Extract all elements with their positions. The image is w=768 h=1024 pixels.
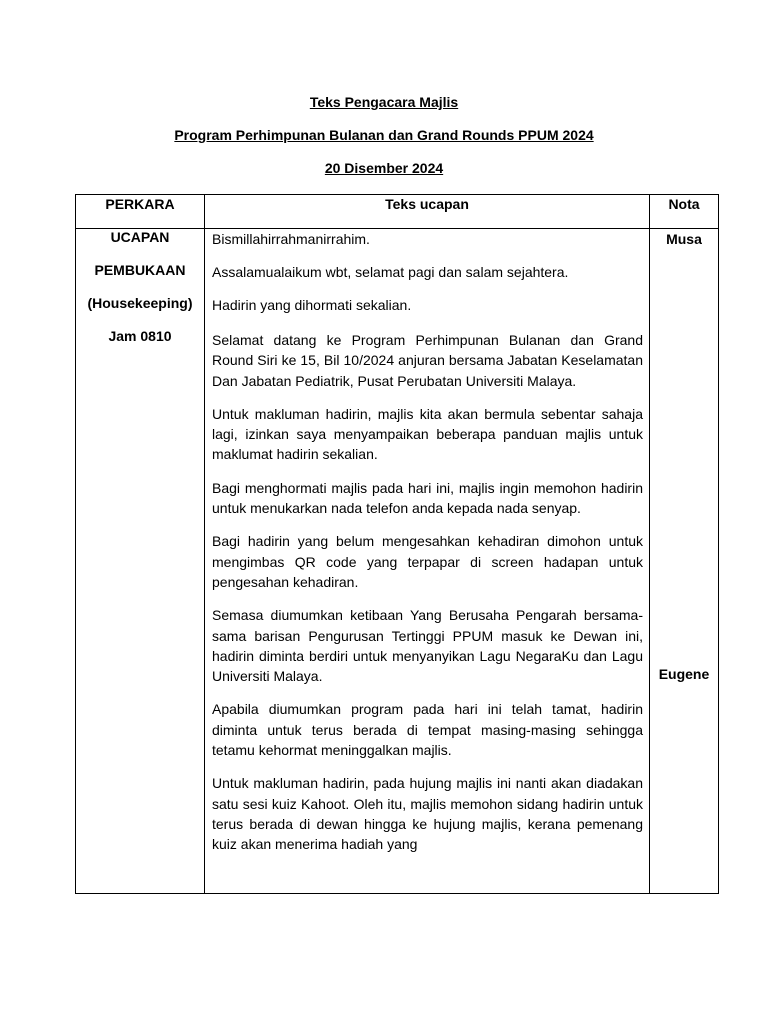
program-title: Program Perhimpunan Bulanan dan Grand Rounds PPUM 2024 bbox=[174, 127, 594, 143]
perkara-line: UCAPAN bbox=[110, 229, 170, 245]
speech-paragraph: Hadirin yang dihormati sekalian. bbox=[212, 297, 412, 313]
header-perkara: PERKARA bbox=[76, 195, 205, 229]
speech-paragraph: Bagi hadirin yang belum mengesahkan kehadiran dimohon untuk mengimbas QR code yang terpapar di screen hadapan untuk pengesahan kehadiran. bbox=[212, 533, 643, 590]
perkara-line: (Housekeeping) bbox=[87, 295, 193, 311]
speech-paragraph: Semasa diumumkan ketibaan Yang Berusaha Pengarah bersama-sama barisan Pengurusan Tertinggi PPUM masuk ke Dewan ini, hadirin diminta berdiri untuk menyanyikan Lagu NegaraKu dan Lagu Universiti Malaya. bbox=[212, 607, 643, 685]
nota-cell bbox=[650, 229, 719, 894]
perkara-cell bbox=[76, 229, 205, 894]
nota-speaker: Musa bbox=[666, 231, 702, 247]
script-table bbox=[75, 194, 719, 894]
perkara-line: PEMBUKAAN bbox=[94, 262, 186, 278]
speech-paragraph: Untuk makluman hadirin, pada hujung majlis ini nanti akan diadakan satu sesi kuiz Kahoot. Oleh itu, majlis memohon sidang hadirin untuk terus berada di dewan hingga ke hujung majlis, kerana pemenang kuiz akan menerima hadiah yang bbox=[212, 775, 643, 853]
speech-paragraph: Bagi menghormati majlis pada hari ini, majlis ingin memohon hadirin untuk menukarkan nada telefon anda kepada nada senyap. bbox=[212, 479, 643, 517]
nota-speaker: Eugene bbox=[658, 666, 710, 682]
speech-paragraph: Untuk makluman hadirin, majlis kita akan bermula sebentar sahaja lagi, izinkan saya menyampaikan beberapa panduan majlis untuk maklumat hadirin sekalian. bbox=[212, 405, 643, 463]
event-date: 20 Disember 2024 bbox=[324, 160, 444, 176]
speech-paragraph: Assalamualaikum wbt, selamat pagi dan salam sejahtera. bbox=[212, 264, 569, 280]
header-teks-ucapan: Teks ucapan bbox=[205, 195, 650, 229]
speech-paragraph: Apabila diumumkan program pada hari ini telah tamat, hadirin diminta untuk terus berada di tempat masing-masing sehingga tetamu kehormat meninggalkan majlis. bbox=[212, 701, 643, 759]
perkara-time: Jam 0810 bbox=[108, 328, 172, 344]
header-nota: Nota bbox=[650, 195, 719, 229]
speech-paragraph: Selamat datang ke Program Perhimpunan Bulanan dan Grand Round Siri ke 15, Bil 10/2024 anjuran bersama Jabatan Keselamatan Dan Jabatan Pediatrik, Pusat Perubatan Universiti Malaya. bbox=[212, 332, 643, 389]
document-title: Teks Pengacara Majlis bbox=[309, 94, 459, 110]
speech-paragraph: Bismillahirrahmanirrahim. bbox=[212, 231, 370, 247]
teks-ucapan-cell bbox=[205, 229, 650, 894]
table-header-row bbox=[76, 195, 719, 229]
table-row bbox=[76, 229, 719, 894]
